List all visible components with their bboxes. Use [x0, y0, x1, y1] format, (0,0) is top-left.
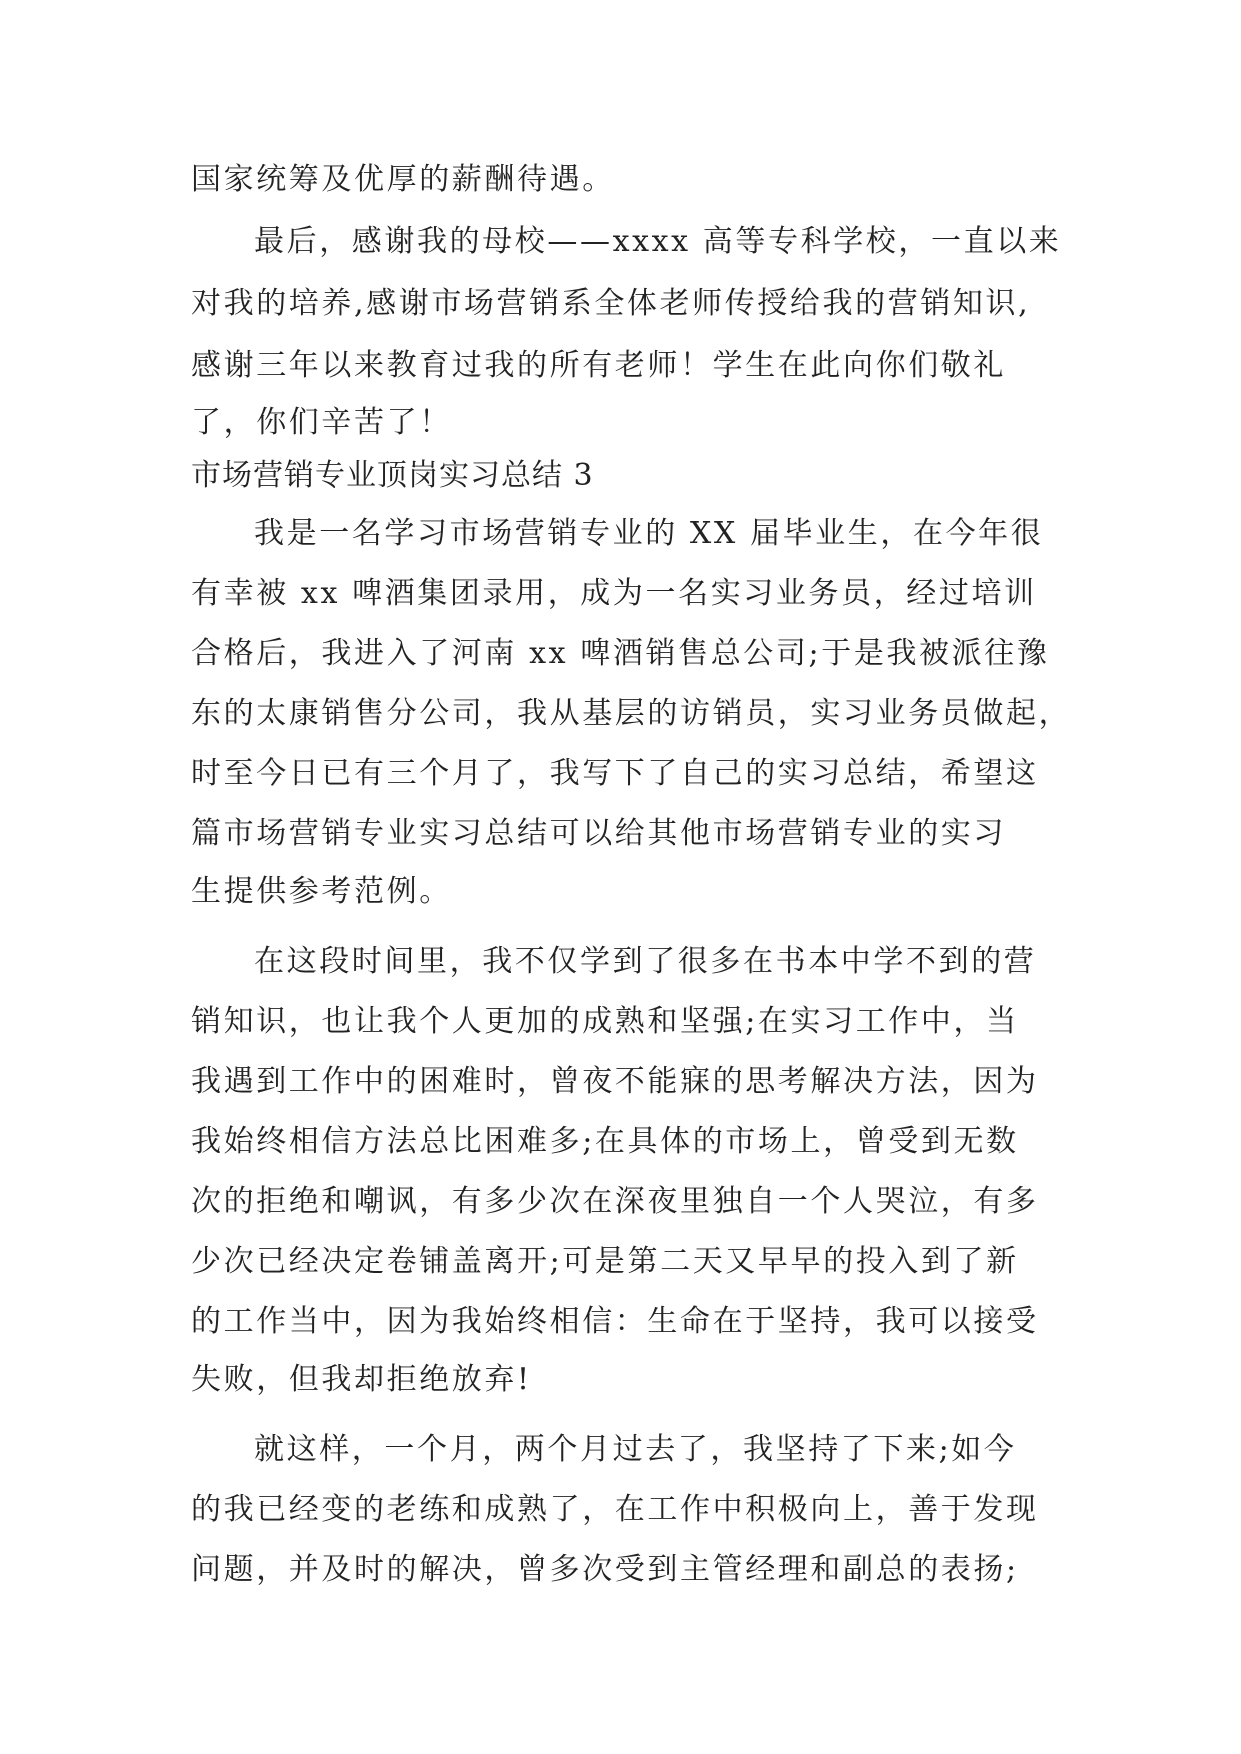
text-line: 篇市场营销专业实习总结可以给其他市场营销专业的实习	[191, 816, 1006, 851]
text-line: 少次已经决定卷铺盖离开;可是第二天又早早的投入到了新	[191, 1244, 1019, 1279]
text-line: 的我已经变的老练和成熟了，在工作中积极向上，善于发现	[191, 1492, 1039, 1527]
text-line: 生提供参考范例。	[191, 874, 452, 909]
paragraph-first-line: 我是一名学习市场营销专业的 XX 届毕业生，在今年很	[254, 516, 1044, 551]
text-line: 时至今日已有三个月了，我写下了自己的实习总结，希望这	[191, 756, 1039, 791]
text-line: 的工作当中，因为我始终相信：生命在于坚持，我可以接受	[191, 1304, 1039, 1339]
paragraph-first-line: 最后，感谢我的母校——xxxx 高等专科学校，一直以来	[254, 224, 1062, 259]
text-line: 了，你们辛苦了！	[191, 405, 452, 440]
text-line: 次的拒绝和嘲讽，有多少次在深夜里独自一个人哭泣，有多	[191, 1184, 1039, 1219]
section-heading: 市场营销专业顶岗实习总结 3	[191, 458, 594, 493]
text-line: 我始终相信方法总比困难多;在具体的市场上，曾受到无数	[191, 1124, 1019, 1159]
text-line: 合格后，我进入了河南 xx 啤酒销售总公司;于是我被派往豫	[191, 636, 1050, 671]
paragraph-first-line: 就这样，一个月，两个月过去了，我坚持了下来;如今	[254, 1432, 1017, 1467]
paragraph-first-line: 在这段时间里，我不仅学到了很多在书本中学不到的营	[254, 944, 1037, 979]
text-line: 东的太康销售分公司，我从基层的访销员，实习业务员做起，	[191, 696, 1072, 731]
text-line: 问题，并及时的解决，曾多次受到主管经理和副总的表扬;	[191, 1552, 1019, 1587]
text-line: 失败，但我却拒绝放弃!	[191, 1362, 532, 1397]
text-line: 销知识，也让我个人更加的成熟和坚强;在实习工作中，当	[191, 1004, 1019, 1039]
text-line: 有幸被 xx 啤酒集团录用，成为一名实习业务员，经过培训	[191, 576, 1037, 611]
text-line: 感谢三年以来教育过我的所有老师！学生在此向你们敬礼	[191, 348, 1006, 383]
text-line: 我遇到工作中的困难时，曾夜不能寐的思考解决方法，因为	[191, 1064, 1039, 1099]
text-line: 对我的培养,感谢市场营销系全体老师传授给我的营销知识,	[191, 286, 1031, 321]
text-line: 国家统筹及优厚的薪酬待遇。	[191, 162, 615, 197]
